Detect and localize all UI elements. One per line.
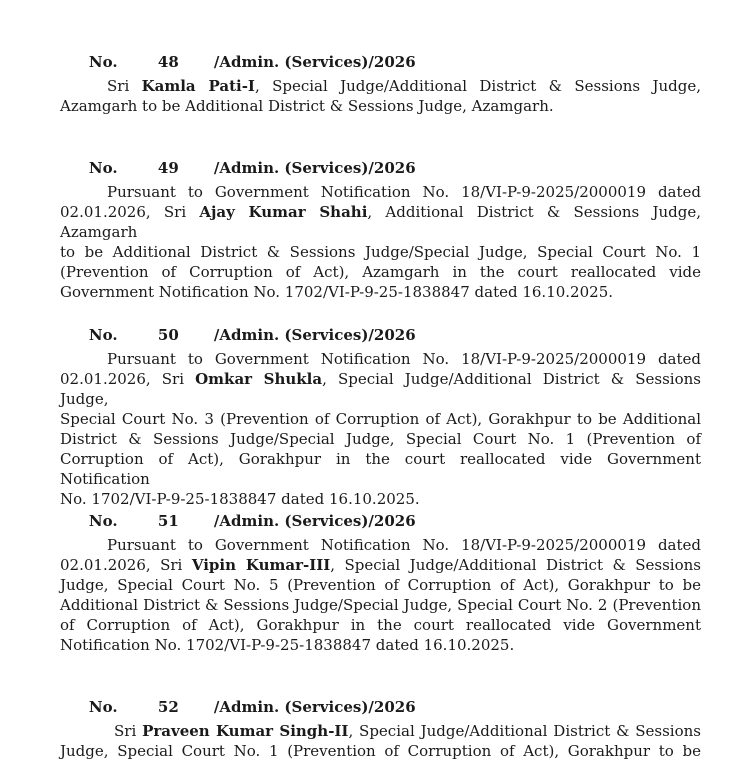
text-run: Judge, Special Court No. 5 (Prevention of Corruption of Act), Gorakhpur to be: [60, 576, 701, 594]
paragraph-line: [60, 635, 701, 655]
text-run: No. 1702/VI-P-9-25-1838847 dated 16.10.2025.: [60, 490, 420, 508]
text-run: Sri: [107, 77, 142, 95]
text-run: , Special Judge/Additional District & Sessions: [348, 722, 701, 740]
judge-name: Omkar Shukla: [195, 370, 323, 388]
order-suffix: /Admin. (Services)/2026: [213, 512, 416, 530]
text-run: Special Court No. 3 (Prevention of Corruption of Act), Gorakhpur to be Additional: [60, 410, 701, 428]
text-run: Additional District & Sessions Judge/Special Judge, Special Court No. 2 (Prevention: [60, 596, 701, 614]
text-run: Azamgarh to be Additional District & Sessions Judge, Azamgarh.: [60, 97, 554, 115]
paragraph-line: [60, 595, 701, 615]
order-number: 49: [157, 159, 179, 177]
order-suffix: /Admin. (Services)/2026: [213, 159, 416, 177]
paragraph-line: [60, 262, 701, 282]
paragraph-line: [60, 202, 701, 242]
judge-name: Kamla Pati-I: [141, 77, 255, 95]
paragraph-line: [60, 429, 701, 449]
paragraph-line: [60, 575, 701, 595]
paragraph-line: [60, 449, 701, 489]
order-no-label: No.: [88, 53, 118, 71]
order-number: 51: [157, 512, 179, 530]
order-suffix: /Admin. (Services)/2026: [213, 326, 416, 344]
paragraph-line: [60, 369, 701, 409]
paragraph-line: [60, 242, 701, 262]
order-no-label: No.: [88, 159, 118, 177]
text-run: 02.01.2026, Sri: [60, 203, 200, 221]
order-suffix: /Admin. (Services)/2026: [213, 53, 416, 71]
order-suffix: /Admin. (Services)/2026: [213, 698, 416, 716]
paragraph-line: [60, 555, 701, 575]
paragraph-line: [60, 409, 701, 429]
text-run: Sri: [114, 722, 143, 740]
text-run: , Additional District & Sessions Judge, Azamgarh: [60, 203, 701, 241]
paragraph-line: [60, 741, 701, 761]
text-run: (Prevention of Corruption of Act), Azamgarh in the court reallocated vide: [60, 263, 701, 281]
order-number: 48: [157, 53, 179, 71]
text-run: , Special Judge/Additional District & Sessions Judge,: [60, 370, 701, 408]
paragraph-line: [60, 282, 701, 302]
text-run: , Special Judge/Additional District & Sessions: [330, 556, 701, 574]
text-run: District & Sessions Judge/Special Judge, Special Court No. 1 (Prevention of: [60, 430, 701, 448]
text-run: of Corruption of Act), Gorakhpur in the court reallocated vide Government: [60, 616, 701, 634]
judge-name: Ajay Kumar Shahi: [199, 203, 368, 221]
paragraph-line: [60, 182, 701, 202]
judge-name: Praveen Kumar Singh-II: [142, 722, 349, 740]
paragraph-line: [60, 76, 701, 96]
text-run: to be Additional District & Sessions Judge/Special Judge, Special Court No. 1: [60, 243, 701, 261]
judge-name: Vipin Kumar-III: [191, 556, 331, 574]
text-run: Notification No. 1702/VI-P-9-25-1838847 dated 16.10.2025.: [60, 636, 515, 654]
text-run: , Special Judge/Additional District & Sessions Judge,: [254, 77, 702, 95]
text-run: Corruption of Act), Gorakhpur in the court reallocated vide Government Notification: [60, 450, 701, 488]
text-run: Pursuant to Government Notification No. 18/VI-P-9-2025/2000019 dated: [107, 350, 701, 368]
text-run: Judge, Special Court No. 1 (Prevention of Corruption of Act), Gorakhpur to be: [60, 742, 701, 760]
order-no-label: No.: [88, 512, 118, 530]
paragraph-line: [60, 535, 701, 555]
order-number: 50: [157, 326, 179, 344]
paragraph-line: [60, 615, 701, 635]
order-paragraph: [60, 535, 701, 655]
order-paragraph: [60, 182, 701, 302]
text-run: 02.01.2026, Sri: [60, 370, 196, 388]
paragraph-line: [60, 96, 701, 116]
order-no-label: No.: [88, 698, 118, 716]
order-paragraph: [60, 349, 701, 509]
order-paragraph: [60, 721, 701, 761]
text-run: 02.01.2026, Sri: [60, 556, 192, 574]
text-run: Government Notification No. 1702/VI-P-9-25-1838847 dated 16.10.2025.: [60, 283, 614, 301]
order-paragraph: [60, 76, 701, 116]
order-number: 52: [157, 698, 179, 716]
text-run: Pursuant to Government Notification No. 18/VI-P-9-2025/2000019 dated: [107, 183, 701, 201]
paragraph-line: [60, 349, 701, 369]
order-no-label: No.: [88, 326, 118, 344]
paragraph-line: [60, 721, 701, 741]
text-run: Pursuant to Government Notification No. 18/VI-P-9-2025/2000019 dated: [107, 536, 701, 554]
